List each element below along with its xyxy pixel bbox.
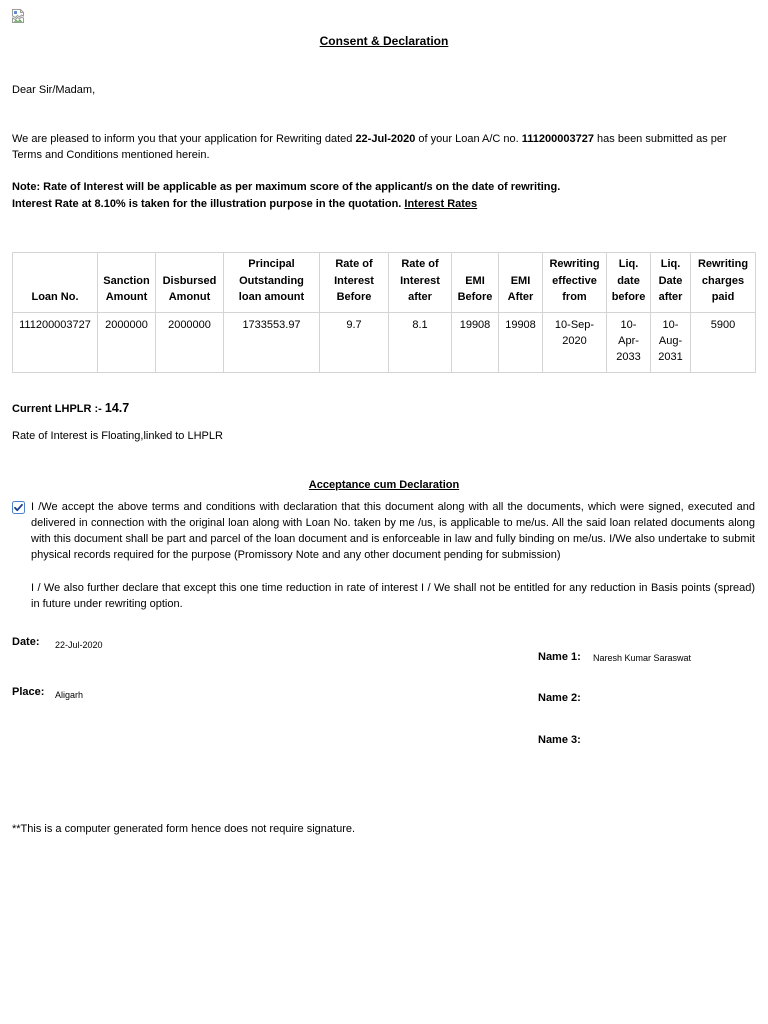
- cell-liq-date-before: 10-Apr-2033: [607, 312, 651, 372]
- checkbox-check-icon: [12, 501, 25, 514]
- header-rewriting-effective: Rewriting effective from: [543, 253, 607, 313]
- lhplr-label: Current LHPLR :-: [12, 403, 102, 415]
- cell-principal-outstanding: 1733553.97: [224, 312, 320, 372]
- page-title: Consent & Declaration: [319, 34, 449, 48]
- declaration-paragraph-1: I /We accept the above terms and conditions with declaration that this document along with all the documents, which were signed, executed and delivered in connection with the original loan along with Loan No. taken by me /us, is applicable to me/us. All the said loan related documents along with this document shall be part and parcel of the loan document and is enforceable in law and fully binding on me/us. I/We also undertake to submit physical records required for the purpose (Promissory Note and any other document pending for submission): [31, 501, 755, 561]
- name-2-label: Name 2:: [538, 692, 581, 704]
- broken-image-icon: [11, 8, 25, 24]
- cell-rate-after: 8.1: [389, 312, 452, 372]
- header-emi-before: EMI Before: [452, 253, 499, 313]
- illustration-note: Interest Rate at 8.10% is taken for the illustration purpose in the quotation.: [12, 198, 402, 210]
- intro-paragraph: [12, 131, 756, 163]
- cell-emi-after: 19908: [499, 312, 543, 372]
- rate-note: Note: Rate of Interest will be applicable as per maximum score of the applicant/s on the date of rewriting.: [12, 181, 561, 193]
- header-principal-outstanding: Principal Outstanding loan amount: [224, 253, 320, 313]
- date-label: Date:: [12, 636, 40, 648]
- header-emi-after: EMI After: [499, 253, 543, 313]
- date-value: 22-Jul-2020: [55, 640, 103, 650]
- cell-loan-no: 111200003727: [13, 312, 98, 372]
- header-loan-no: Loan No.: [13, 253, 98, 313]
- floating-rate-note: Rate of Interest is Floating,linked to LHPLR: [12, 430, 223, 442]
- name-1-value: Naresh Kumar Saraswat: [593, 653, 692, 663]
- table-header-row: [13, 253, 756, 313]
- loan-details-table: [12, 252, 756, 373]
- lhplr-value: 14.7: [104, 401, 130, 415]
- place-label: Place:: [12, 686, 45, 698]
- cell-rate-before: 9.7: [320, 312, 389, 372]
- name-3-label: Name 3:: [538, 734, 581, 746]
- cell-liq-date-after: 10-Aug-2031: [651, 312, 691, 372]
- name-1-label: Name 1:: [538, 651, 581, 663]
- header-rewriting-charges: Rewriting charges paid: [691, 253, 756, 313]
- header-liq-date-before: Liq. date before: [607, 253, 651, 313]
- loan-account-number: 111200003727: [521, 133, 594, 145]
- header-sanction-amount: Sanction Amount: [98, 253, 156, 313]
- header-liq-date-after: Liq. Date after: [651, 253, 691, 313]
- header-rate-before: Rate of Interest Before: [320, 253, 389, 313]
- cell-sanction-amount: 2000000: [98, 312, 156, 372]
- cell-emi-before: 19908: [452, 312, 499, 372]
- declaration-paragraph-2: I / We also further declare that except this one time reduction in rate of interest I / We shall not be entitled for any reduction in Basis points (spread) in future under rewriting option.: [31, 582, 755, 610]
- cell-rewriting-effective: 10-Sep-2020: [543, 312, 607, 372]
- acceptance-title: Acceptance cum Declaration: [308, 479, 460, 491]
- header-disbursed-amount: Disbursed Amonut: [156, 253, 224, 313]
- header-rate-after: Rate of Interest after: [389, 253, 452, 313]
- illustration-note-line: [12, 196, 756, 213]
- intro-text: of your Loan A/C no.: [415, 133, 522, 145]
- intro-text: We are pleased to inform you that your application for Rewriting dated: [12, 133, 356, 145]
- cell-disbursed-amount: 2000000: [156, 312, 224, 372]
- current-lhplr: [12, 400, 129, 417]
- accept-checkbox[interactable]: [12, 501, 25, 514]
- table-row: [13, 312, 756, 372]
- place-value: Aligarh: [55, 690, 84, 700]
- cell-rewriting-charges: 5900: [691, 312, 756, 372]
- notes-block: [12, 179, 756, 213]
- interest-rates-link[interactable]: Interest Rates: [404, 198, 478, 210]
- salutation: Dear Sir/Madam,: [12, 84, 96, 96]
- rewriting-date: 22-Jul-2020: [355, 133, 416, 145]
- intro-text: has been submitted as per Terms and Conditions mentioned herein.: [12, 133, 727, 161]
- footer-note: **This is a computer generated form hence does not require signature.: [12, 823, 356, 835]
